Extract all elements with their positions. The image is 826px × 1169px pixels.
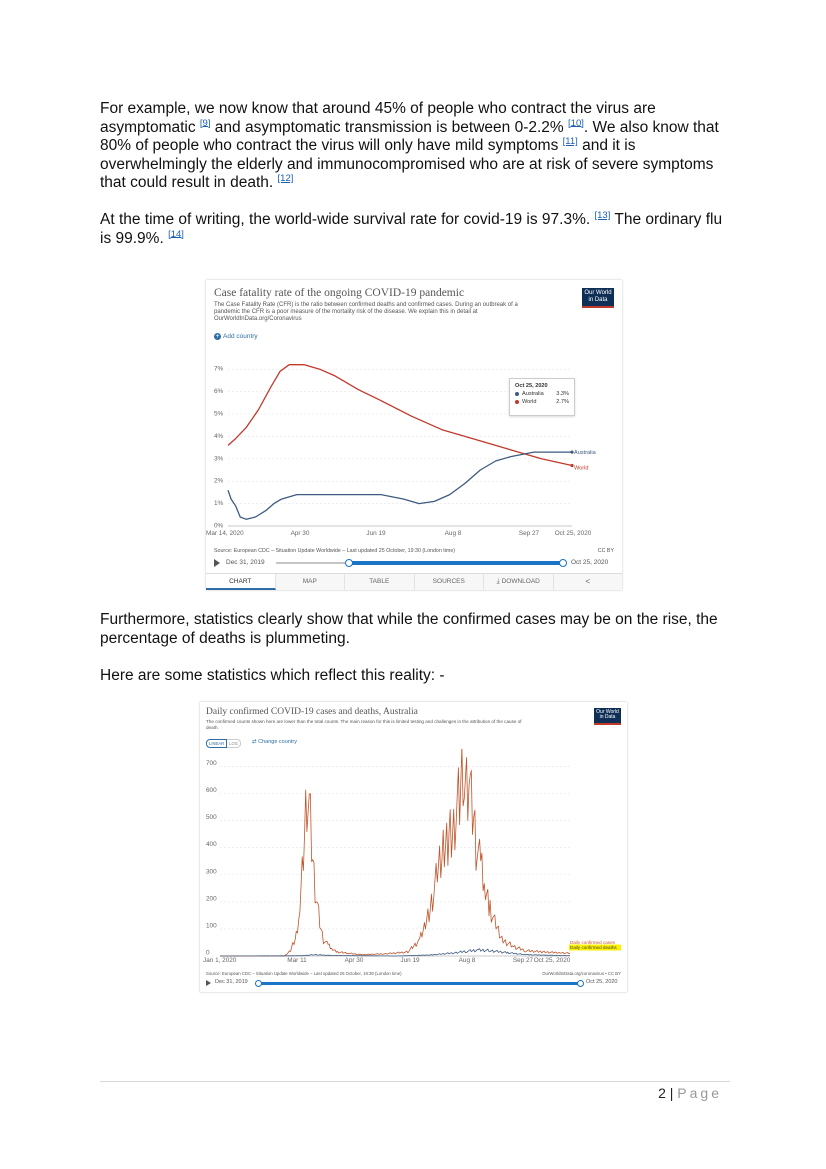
series-line-daily-confirmed-deaths <box>220 949 570 956</box>
timeline-end-handle[interactable] <box>577 980 584 987</box>
log-button[interactable]: LOG <box>227 739 241 748</box>
y-tick-label: 300 <box>206 868 217 876</box>
text-span: For example, we now know that around 45% of people who contract the virus are asymptomatic <box>100 100 656 136</box>
chart-title: Case fatality rate of the ongoing COVID-19 pandemic <box>214 287 465 299</box>
tooltip-series-name: Australia <box>522 391 544 397</box>
x-tick-label: Aug 8 <box>444 530 462 537</box>
paragraph-asymptomatic <box>100 100 725 193</box>
timeline-end-date: Oct 25, 2020 <box>571 559 609 566</box>
chart-license: CC BY <box>597 548 614 554</box>
y-tick-label: 4% <box>214 432 224 440</box>
x-tick-label: Sep 27 <box>518 530 540 537</box>
text-span: and it is overwhelmingly the elderly and immunocompromised who are at risk of severe symptoms that could result in death. <box>100 137 714 191</box>
page-number: 2 | Page <box>658 1085 722 1101</box>
y-tick-label: 500 <box>206 814 217 822</box>
chart-source: Source: European CDC – Situation Update Worldwide – Last updated 25 October, 19:30 (London time) <box>214 548 456 554</box>
tooltip-row-australia <box>515 391 569 397</box>
chart-tooltip <box>509 378 575 416</box>
x-tick-label: Oct 25, 2020 <box>533 957 571 964</box>
x-tick-label: Mar 11 <box>287 957 307 964</box>
y-tick-label: 100 <box>206 922 217 930</box>
timeline-start-date: Dec 31, 2019 <box>215 979 248 985</box>
text-span: The ordinary flu is 99.9%. <box>100 211 723 247</box>
chart-source: Source: European CDC – Situation Update Worldwide – Last updated 25 October, 19:30 (London time) <box>206 971 402 976</box>
y-tick-label: 3% <box>214 455 224 463</box>
y-tick-label: 1% <box>214 500 224 508</box>
chart-subtitle: The Case Fatality Rate (CFR) is the ratio between confirmed deaths and confirmed cases. During an outbreak of a <box>214 302 518 308</box>
tab-sources[interactable]: SOURCES <box>415 574 485 590</box>
swap-icon: ⇄ <box>252 739 257 745</box>
timeline-range <box>348 561 562 565</box>
y-tick-label: 5% <box>214 410 224 418</box>
reference-link-11[interactable]: [11] <box>562 135 578 147</box>
series-end-label: Australia <box>574 450 596 457</box>
timeline <box>214 558 614 568</box>
timeline-track[interactable] <box>258 982 580 985</box>
series-end-label: World <box>574 465 589 472</box>
series-line-australia <box>228 452 572 519</box>
reference-link-12[interactable]: [12] <box>277 172 294 184</box>
paragraph-survival-rate <box>100 211 725 248</box>
x-tick-label: Jun 19 <box>366 530 386 537</box>
tooltip-date: Oct 25, 2020 <box>515 383 548 389</box>
legend-dot-icon <box>515 392 519 396</box>
linear-button[interactable]: LINEAR <box>206 739 227 748</box>
chart-license: OurWorldInData.org/coronavirus • CC BY <box>542 971 621 976</box>
change-country-button[interactable] <box>252 739 297 745</box>
tab-chart[interactable]: CHART <box>206 574 276 590</box>
play-icon[interactable] <box>214 559 220 567</box>
tooltip-row-world <box>515 399 569 405</box>
y-tick-label: 200 <box>206 895 217 903</box>
logo-text: Our World <box>584 290 612 296</box>
download-icon: ⤓ <box>496 578 500 585</box>
tooltip-series-value: 2.7% <box>556 399 569 405</box>
series-line-daily-confirmed-cases <box>220 749 570 956</box>
y-tick-label: 0 <box>206 949 210 957</box>
x-tick-label: Sep 27 <box>512 957 534 964</box>
scale-toggle <box>206 739 241 748</box>
x-tick-label: Mar 14, 2020 <box>206 530 244 537</box>
tab-share[interactable] <box>554 574 623 590</box>
daily-cases-line-chart <box>200 749 627 969</box>
tab-map[interactable]: MAP <box>276 574 346 590</box>
x-tick-label: Jan 1, 2020 <box>203 957 237 964</box>
y-tick-label: 400 <box>206 841 217 849</box>
timeline <box>206 979 621 988</box>
reference-link-9[interactable]: [9] <box>199 117 211 129</box>
y-tick-label: 7% <box>214 365 224 373</box>
play-icon[interactable] <box>206 980 211 986</box>
timeline-start-handle[interactable] <box>255 980 262 987</box>
reference-link-10[interactable]: [10] <box>568 117 584 129</box>
footer-divider <box>100 1081 730 1082</box>
daily-cases-chart-figure <box>200 702 627 992</box>
share-icon: < <box>585 577 591 586</box>
paragraph-deaths-plummeting: Furthermore, statistics clearly show that while the confirmed cases may be on the rise, the percentage of deaths is plummeting. <box>100 611 718 647</box>
x-tick-label: Apr 30 <box>290 530 310 537</box>
tab-download-label: DOWNLOAD <box>501 578 540 585</box>
reference-link-14[interactable]: [14] <box>168 228 184 240</box>
plus-circle-icon: + <box>215 333 220 340</box>
chart-subtitle: OurWorldInData.org/Coronavirus <box>214 316 302 322</box>
text-span: . We also know that 80% of people who contract the virus will only have mild symptoms <box>100 118 719 154</box>
legend-dot-icon <box>515 400 519 404</box>
y-tick-label: 2% <box>214 477 224 485</box>
tab-download[interactable] <box>484 574 554 590</box>
x-tick-label: Aug 8 <box>458 957 476 964</box>
logo-text: Our World <box>596 709 619 715</box>
chart-subtitle: pandemic the CFR is a poor measure of the mortality risk of the disease. We explain this in detail at <box>214 309 478 315</box>
chart-subtitle: death. <box>206 724 219 730</box>
tooltip-series-name: World <box>522 399 537 405</box>
chart-title: Daily confirmed COVID-19 cases and deaths, Australia <box>206 707 418 717</box>
text-span: At the time of writing, the world-wide survival rate for covid-19 is 97.3%. <box>100 211 595 228</box>
timeline-start-handle[interactable] <box>345 559 353 567</box>
add-country-button[interactable] <box>214 333 258 340</box>
timeline-end-handle[interactable] <box>559 559 567 567</box>
timeline-end-date: Oct 25, 2020 <box>586 979 618 985</box>
cfr-chart-figure <box>206 280 622 590</box>
x-tick-label: Oct 25, 2020 <box>554 530 592 537</box>
tab-table[interactable]: TABLE <box>345 574 415 590</box>
y-tick-label: 6% <box>214 388 224 396</box>
page-number-value: 2 <box>658 1085 666 1101</box>
legend-label-daily-confirmed-deaths: Daily confirmed deaths <box>570 945 617 950</box>
owid-logo <box>594 708 621 725</box>
logo-text: in Data <box>599 714 616 721</box>
chart-tabs <box>206 573 622 590</box>
y-tick-label: 700 <box>206 759 217 767</box>
y-tick-label: 0% <box>214 522 224 530</box>
logo-text: in Data <box>588 296 608 303</box>
chart-subtitle: The confirmed counts shown here are lower than the total counts. The main reason for this is limited testing and challenges in the attribution of the cause of <box>206 719 522 724</box>
text-span: and asymptomatic transmission is between 0-2.2% <box>210 118 569 136</box>
paragraph-statistics-intro: Here are some statistics which reflect this reality: - <box>100 667 445 684</box>
page-label: Page <box>677 1085 722 1101</box>
owid-logo <box>582 288 614 308</box>
y-tick-label: 600 <box>206 787 217 794</box>
tooltip-series-value: 3.3% <box>556 391 569 397</box>
timeline-start-date: Dec 31, 2019 <box>226 559 265 566</box>
reference-link-13[interactable]: [13] <box>594 209 611 221</box>
change-country-label: Change country <box>258 739 297 745</box>
add-country-label: Add country <box>223 333 258 340</box>
x-tick-label: Jun 19 <box>400 957 420 964</box>
legend-label-daily-confirmed-cases: Daily confirmed cases <box>570 940 615 945</box>
x-tick-label: Apr 30 <box>344 957 364 964</box>
